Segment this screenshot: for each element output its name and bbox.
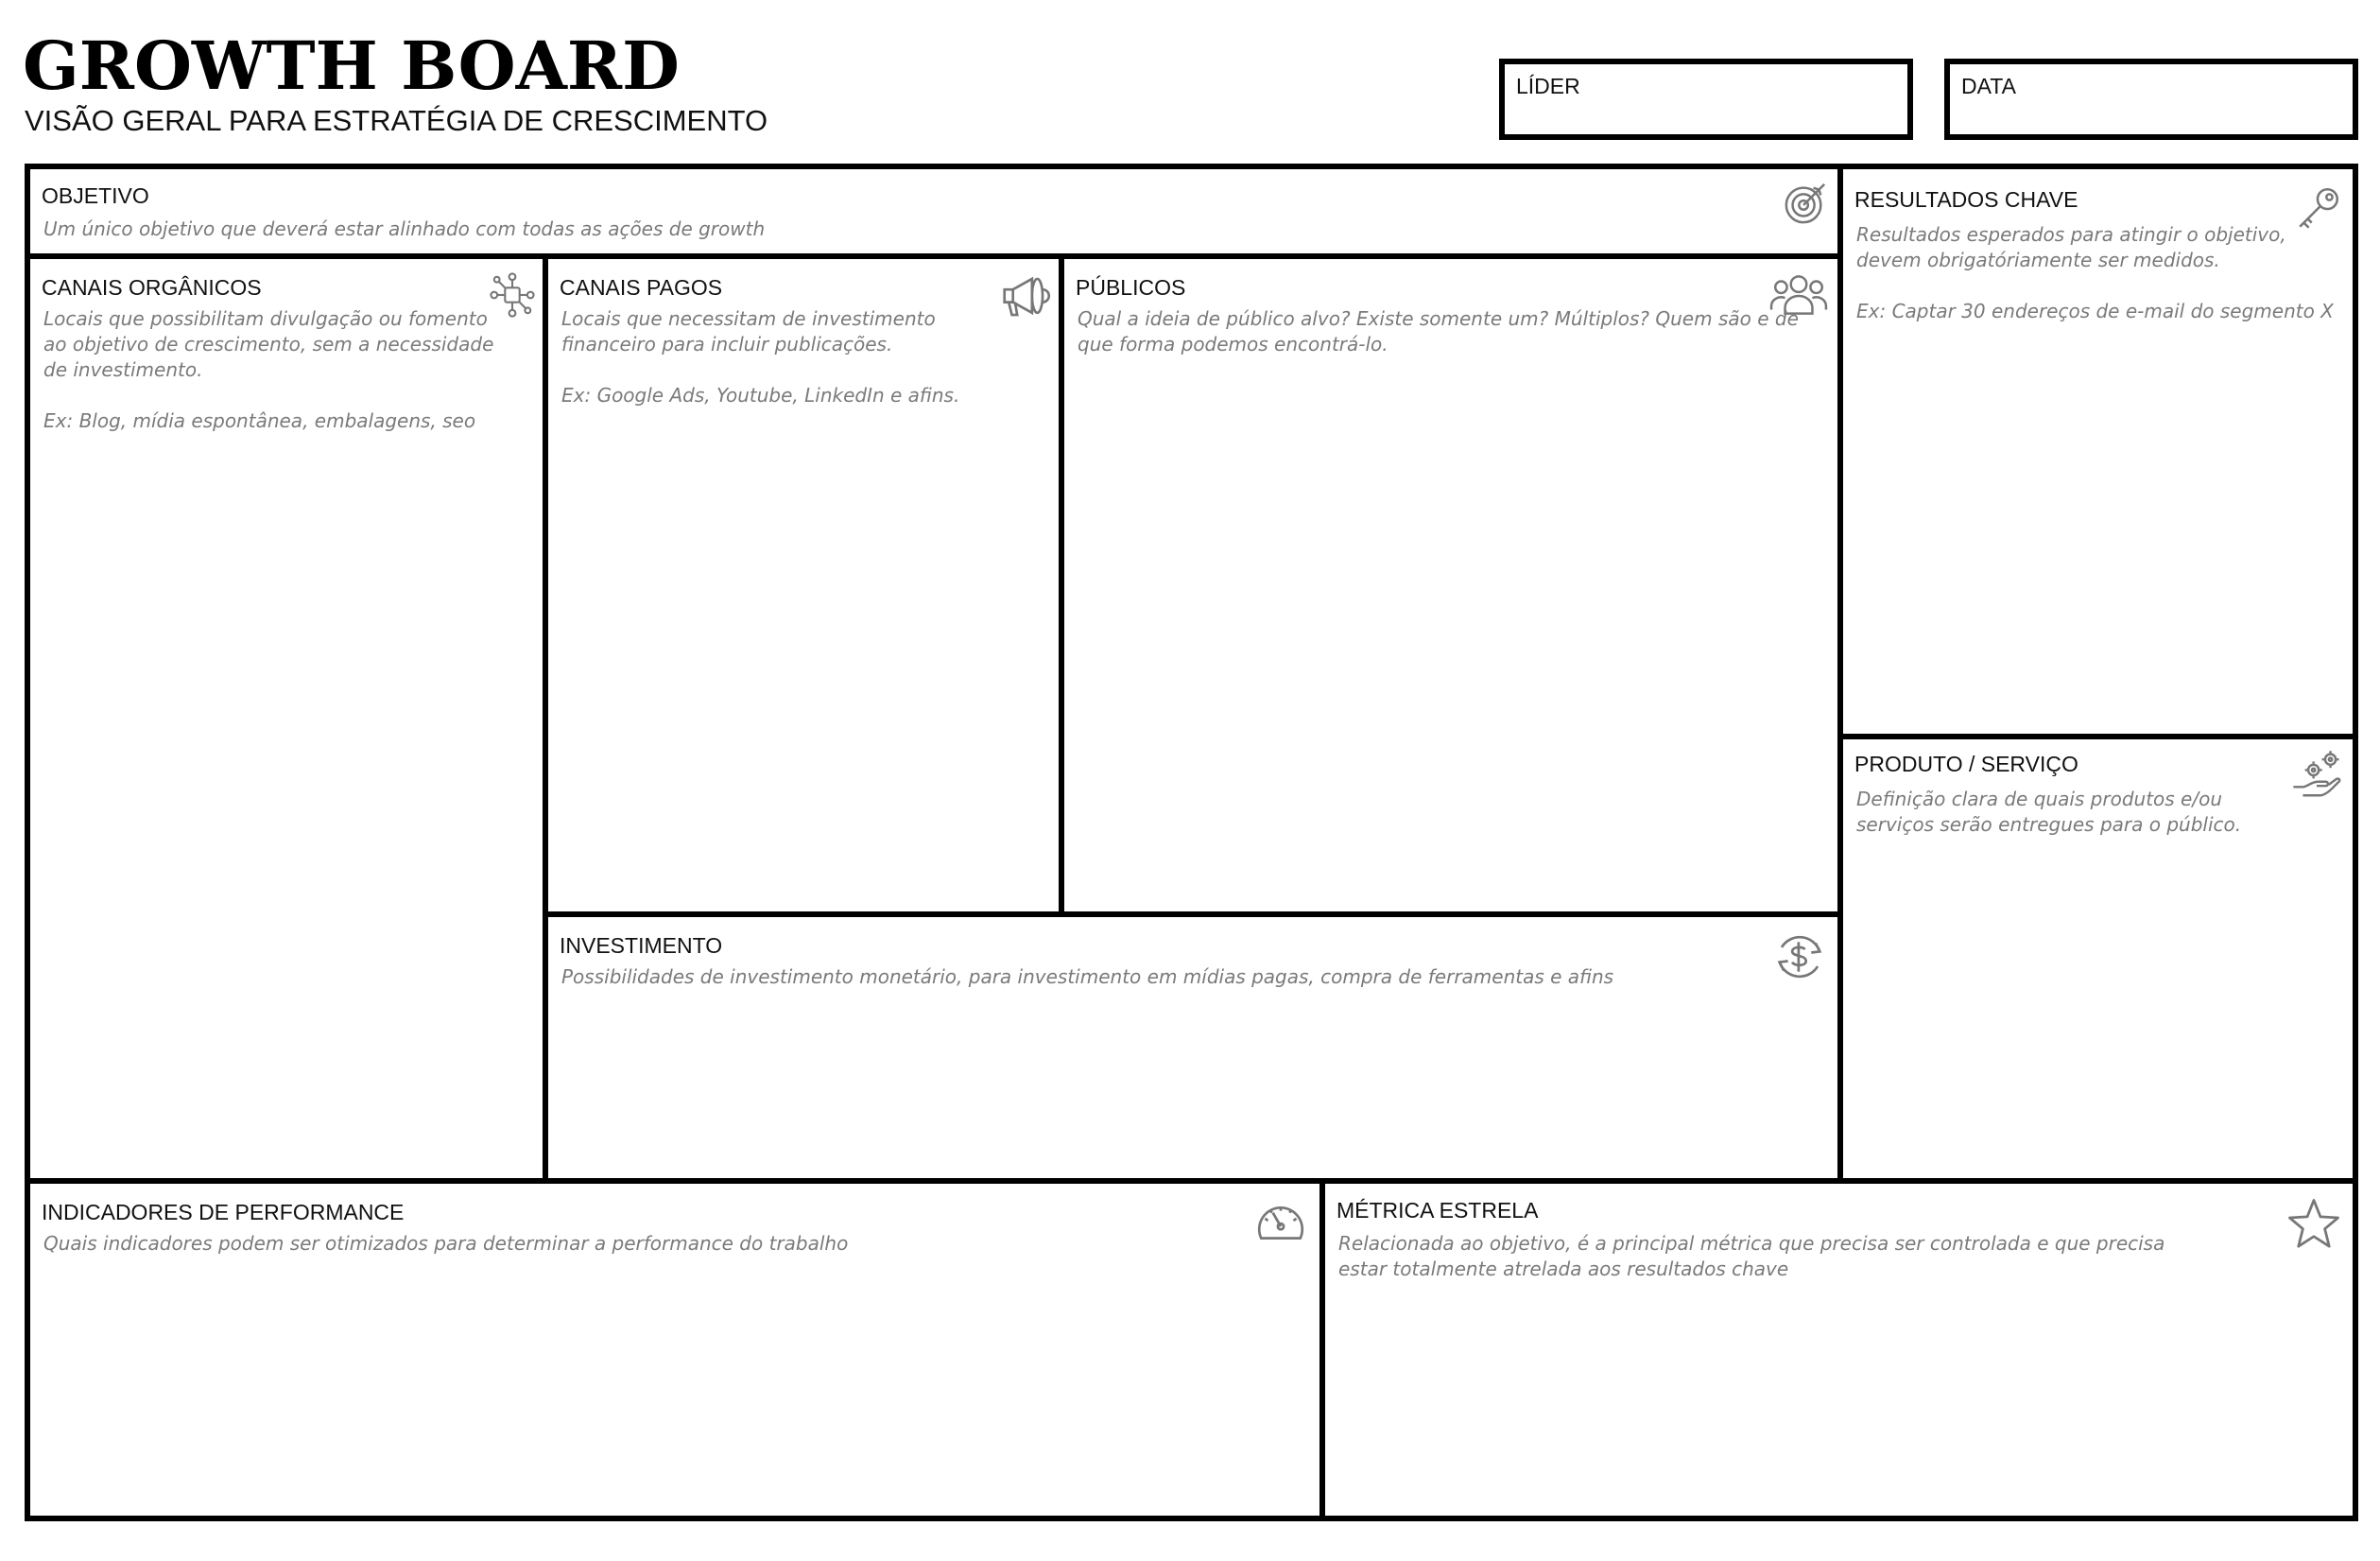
panel-title: OBJETIVO (42, 183, 149, 208)
panel-metrica-estrela[interactable] (1319, 1178, 2358, 1521)
panel-description: Resultados esperados para atingir o objetivo, devem obrigatóriamente ser medidos. Ex: Captar 30 endereços de e-mail do segmento X (1856, 223, 2334, 322)
panel-description: Locais que necessitam de investimento financeiro para incluir publicações. Ex: Google Ads, Youtube, LinkedIn e afins. (561, 307, 960, 407)
leader-label: LÍDER (1516, 74, 1580, 98)
panel-description: Qual a ideia de público alvo? Existe somente um? Múltiplos? Quem são e de que forma podemos encontrá-lo. (1078, 307, 1799, 356)
people-icon (1769, 269, 1828, 321)
star-icon (2286, 1197, 2341, 1252)
panel-indicadores-performance[interactable] (25, 1178, 1325, 1521)
panel-description: Um único objetivo que deverá estar alinhado com todas as ações de growth (43, 217, 766, 240)
panel-description: Possibilidades de investimento monetário, para investimento em mídias pagas, compra de ferramentas e afins (561, 965, 1614, 988)
panel-title: CANAIS PAGOS (560, 275, 723, 300)
panel-description: Relacionada ao objetivo, é a principal métrica que precisa ser controlada e que precisa estar totalmente atrelada aos resultados chave (1338, 1232, 2165, 1280)
panel-investimento[interactable] (543, 911, 1843, 1184)
panel-title: CANAIS ORGÂNICOS (42, 275, 262, 300)
speedometer-icon (1253, 1197, 1308, 1246)
panel-title: MÉTRICA ESTRELA (1337, 1198, 1539, 1223)
panel-example: Ex: Google Ads, Youtube, LinkedIn e afins. (561, 384, 960, 407)
date-label: DATA (1961, 74, 2016, 98)
panel-description: Quais indicadores podem ser otimizados para determinar a performance do trabalho (43, 1232, 849, 1255)
panel-title: INVESTIMENTO (560, 933, 723, 958)
panel-example: Ex: Blog, mídia espontânea, embalagens, seo (43, 409, 476, 432)
panel-example: Ex: Captar 30 endereços de e-mail do segmento X (1856, 300, 2334, 322)
megaphone-icon (998, 270, 1051, 323)
panel-canais-organicos[interactable] (25, 253, 548, 1184)
hand-gears-icon (2290, 749, 2343, 802)
dollar-cycle-icon (1773, 930, 1826, 983)
key-icon (2294, 184, 2343, 234)
panel-title: PÚBLICOS (1076, 275, 1186, 300)
panel-publicos[interactable] (1059, 253, 1843, 917)
panel-produto-servico[interactable] (1837, 734, 2358, 1184)
panel-objetivo[interactable] (25, 164, 1843, 259)
network-icon (490, 272, 535, 318)
board-title: GROWTH BOARD (23, 26, 680, 105)
panel-title: INDICADORES DE PERFORMANCE (42, 1200, 405, 1224)
leader-field[interactable] (1499, 59, 1913, 140)
panel-canais-pagos[interactable] (543, 253, 1064, 917)
date-field[interactable] (1944, 59, 2358, 140)
panel-title: PRODUTO / SERVIÇO (1854, 752, 2078, 776)
panel-title: RESULTADOS CHAVE (1854, 187, 2078, 212)
panel-description: Definição clara de quais produtos e/ou serviços serão entregues para o público. (1856, 788, 2242, 836)
panel-description: Locais que possibilitam divulgação ou fomento ao objetivo de crescimento, sem a necessidade de investimento. Ex: Blog, mídia espontânea, embalagens, seo (43, 307, 494, 432)
target-icon (1783, 181, 1828, 226)
panel-resultados-chave[interactable] (1837, 164, 2358, 739)
board-subtitle: VISÃO GERAL PARA ESTRATÉGIA DE CRESCIMENTO (25, 104, 768, 137)
